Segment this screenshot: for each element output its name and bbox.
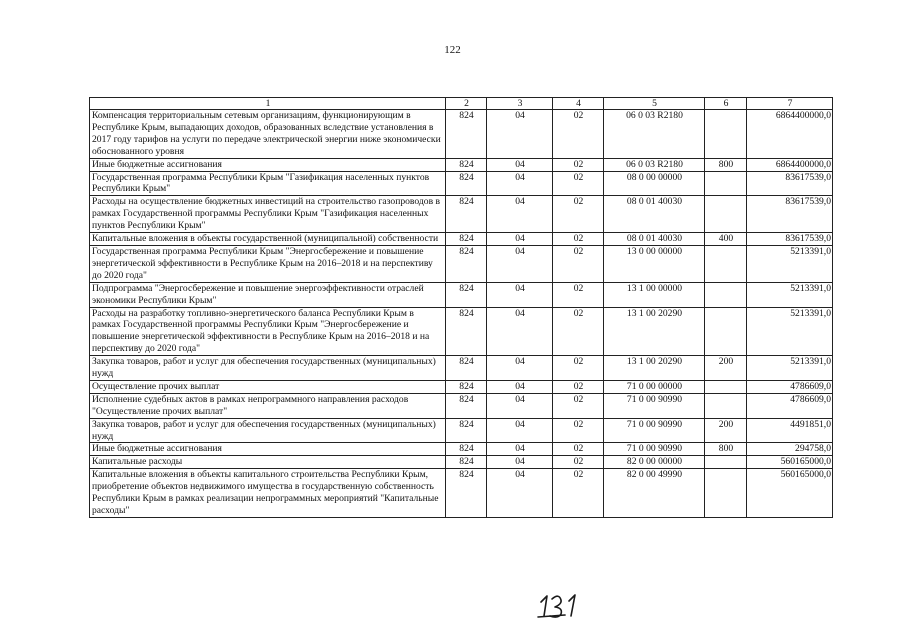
row-amount: 5213391,0 <box>747 282 833 307</box>
row-code-ministry: 824 <box>446 307 487 356</box>
row-amount: 6864400000,0 <box>747 158 833 171</box>
row-name: Капитальные вложения в объекты государственной (муниципальной) собственности <box>90 233 446 246</box>
row-code-expense-type <box>705 393 747 418</box>
row-code-section: 04 <box>487 282 553 307</box>
row-code-expense-type: 800 <box>705 443 747 456</box>
row-code-section: 04 <box>487 307 553 356</box>
header-row <box>90 98 833 110</box>
row-code-subsection: 02 <box>553 393 604 418</box>
table-row <box>90 233 833 246</box>
row-code-subsection: 02 <box>553 418 604 443</box>
table-row <box>90 196 833 233</box>
table-row <box>90 110 833 159</box>
row-code-ministry: 824 <box>446 393 487 418</box>
header-cell-5: 5 <box>604 98 705 110</box>
row-code-section: 04 <box>487 443 553 456</box>
row-name: Расходы на осуществление бюджетных инвестиций на строительство газопроводов в рамках Государственной программы Республики Крым "Газификация населенных пунктов Республики Крым" <box>90 196 446 233</box>
row-code-subsection: 02 <box>553 356 604 381</box>
row-name: Государственная программа Республики Крым "Газификация населенных пунктов Республики Крым" <box>90 171 446 196</box>
header-cell-6: 6 <box>705 98 747 110</box>
row-code-target: 82 0 00 00000 <box>604 456 705 469</box>
table-row <box>90 356 833 381</box>
row-code-subsection: 02 <box>553 110 604 159</box>
table-row <box>90 393 833 418</box>
row-code-target: 13 1 00 20290 <box>604 307 705 356</box>
row-code-subsection: 02 <box>553 196 604 233</box>
row-code-subsection: 02 <box>553 307 604 356</box>
row-code-subsection: 02 <box>553 469 604 518</box>
row-code-expense-type <box>705 307 747 356</box>
row-code-target: 13 1 00 20290 <box>604 356 705 381</box>
row-code-target: 13 0 00 00000 <box>604 245 705 282</box>
row-code-target: 08 0 01 40030 <box>604 233 705 246</box>
row-name: Подпрограмма "Энергосбережение и повышение энергоэффективности отраслей экономики Республики Крым" <box>90 282 446 307</box>
row-code-ministry: 824 <box>446 233 487 246</box>
row-code-section: 04 <box>487 245 553 282</box>
header-cell-2: 2 <box>446 98 487 110</box>
row-amount: 83617539,0 <box>747 196 833 233</box>
table-row <box>90 418 833 443</box>
row-name: Иные бюджетные ассигнования <box>90 158 446 171</box>
row-code-target: 06 0 03 R2180 <box>604 110 705 159</box>
row-amount: 5213391,0 <box>747 245 833 282</box>
row-code-ministry: 824 <box>446 469 487 518</box>
row-code-expense-type <box>705 171 747 196</box>
row-amount: 5213391,0 <box>747 307 833 356</box>
table-row <box>90 245 833 282</box>
row-code-target: 08 0 00 00000 <box>604 171 705 196</box>
row-code-expense-type <box>705 282 747 307</box>
row-code-ministry: 824 <box>446 380 487 393</box>
row-code-subsection: 02 <box>553 233 604 246</box>
row-name: Капитальные вложения в объекты капитального строительства Республики Крым, приобретение объектов недвижимого имущества в государственную собственность Республики Крым в рамках реализации непрограммных мероприятий "Капитальные расходы" <box>90 469 446 518</box>
table-body <box>90 110 833 518</box>
row-name: Закупка товаров, работ и услуг для обеспечения государственных (муниципальных) нужд <box>90 356 446 381</box>
row-code-target: 82 0 00 49990 <box>604 469 705 518</box>
row-code-ministry: 824 <box>446 418 487 443</box>
row-amount: 560165000,0 <box>747 456 833 469</box>
table-row <box>90 469 833 518</box>
row-code-subsection: 02 <box>553 443 604 456</box>
row-code-section: 04 <box>487 356 553 381</box>
row-name: Государственная программа Республики Крым "Энергосбережение и повышение энергетической эффективности в Республике Крым на 2016–2018 и на перспективу до 2020 года" <box>90 245 446 282</box>
row-code-subsection: 02 <box>553 171 604 196</box>
row-code-section: 04 <box>487 418 553 443</box>
row-name: Капитальные расходы <box>90 456 446 469</box>
row-code-target: 71 0 00 00000 <box>604 380 705 393</box>
table-row <box>90 171 833 196</box>
row-code-expense-type: 200 <box>705 418 747 443</box>
budget-table <box>89 97 833 518</box>
row-name: Расходы на разработку топливно-энергетического баланса Республики Крым в рамках Государственной программы Республики Крым "Энергосбережение и повышение энергетической эффективности в Республике Крым на 2016–2018 и на перспективу до 2020 года" <box>90 307 446 356</box>
header-cell-3: 3 <box>487 98 553 110</box>
row-code-ministry: 824 <box>446 245 487 282</box>
row-code-ministry: 824 <box>446 158 487 171</box>
row-code-section: 04 <box>487 469 553 518</box>
row-code-subsection: 02 <box>553 158 604 171</box>
row-code-target: 71 0 00 90990 <box>604 443 705 456</box>
row-code-ministry: 824 <box>446 282 487 307</box>
row-code-ministry: 824 <box>446 171 487 196</box>
table-row <box>90 380 833 393</box>
header-cell-1: 1 <box>90 98 446 110</box>
row-amount: 83617539,0 <box>747 233 833 246</box>
row-name: Исполнение судебных актов в рамках непрограммного направления расходов "Осуществление прочих выплат" <box>90 393 446 418</box>
row-code-section: 04 <box>487 171 553 196</box>
row-amount: 560165000,0 <box>747 469 833 518</box>
row-amount: 5213391,0 <box>747 356 833 381</box>
row-code-section: 04 <box>487 158 553 171</box>
row-code-section: 04 <box>487 110 553 159</box>
table-row <box>90 158 833 171</box>
row-code-expense-type <box>705 196 747 233</box>
table-row <box>90 456 833 469</box>
row-name: Иные бюджетные ассигнования <box>90 443 446 456</box>
row-name: Осуществление прочих выплат <box>90 380 446 393</box>
page-number: 122 <box>444 44 461 56</box>
row-code-target: 71 0 00 90990 <box>604 393 705 418</box>
row-code-subsection: 02 <box>553 380 604 393</box>
row-code-expense-type: 400 <box>705 233 747 246</box>
row-amount: 4786609,0 <box>747 393 833 418</box>
table-row <box>90 307 833 356</box>
row-code-section: 04 <box>487 380 553 393</box>
row-code-expense-type <box>705 245 747 282</box>
row-code-target: 08 0 01 40030 <box>604 196 705 233</box>
row-amount: 83617539,0 <box>747 171 833 196</box>
row-code-expense-type: 800 <box>705 158 747 171</box>
header-cell-7: 7 <box>747 98 833 110</box>
row-code-section: 04 <box>487 456 553 469</box>
row-code-ministry: 824 <box>446 356 487 381</box>
row-code-section: 04 <box>487 393 553 418</box>
row-amount: 4491851,0 <box>747 418 833 443</box>
row-code-ministry: 824 <box>446 443 487 456</box>
row-amount: 6864400000,0 <box>747 110 833 159</box>
row-code-ministry: 824 <box>446 110 487 159</box>
row-code-ministry: 824 <box>446 196 487 233</box>
row-name: Компенсация территориальным сетевым организациям, функционирующим в Республике Крым, выпадающих доходов, образованных вследствие установления в 2017 году тарифов на услуги по передаче электрической энергии ниже экономически обоснованного уровня <box>90 110 446 159</box>
row-code-expense-type <box>705 456 747 469</box>
row-code-subsection: 02 <box>553 245 604 282</box>
row-name: Закупка товаров, работ и услуг для обеспечения государственных (муниципальных) нужд <box>90 418 446 443</box>
row-code-target: 06 0 03 R2180 <box>604 158 705 171</box>
row-code-expense-type <box>705 380 747 393</box>
row-code-subsection: 02 <box>553 282 604 307</box>
row-code-subsection: 02 <box>553 456 604 469</box>
row-code-section: 04 <box>487 233 553 246</box>
table-row <box>90 443 833 456</box>
row-code-expense-type <box>705 110 747 159</box>
table-row <box>90 282 833 307</box>
row-code-ministry: 824 <box>446 456 487 469</box>
row-code-target: 71 0 00 90990 <box>604 418 705 443</box>
row-amount: 294758,0 <box>747 443 833 456</box>
handwritten-page-mark <box>535 590 585 620</box>
row-amount: 4786609,0 <box>747 380 833 393</box>
row-code-section: 04 <box>487 196 553 233</box>
row-code-expense-type: 200 <box>705 356 747 381</box>
header-cell-4: 4 <box>553 98 604 110</box>
row-code-target: 13 1 00 00000 <box>604 282 705 307</box>
row-code-expense-type <box>705 469 747 518</box>
